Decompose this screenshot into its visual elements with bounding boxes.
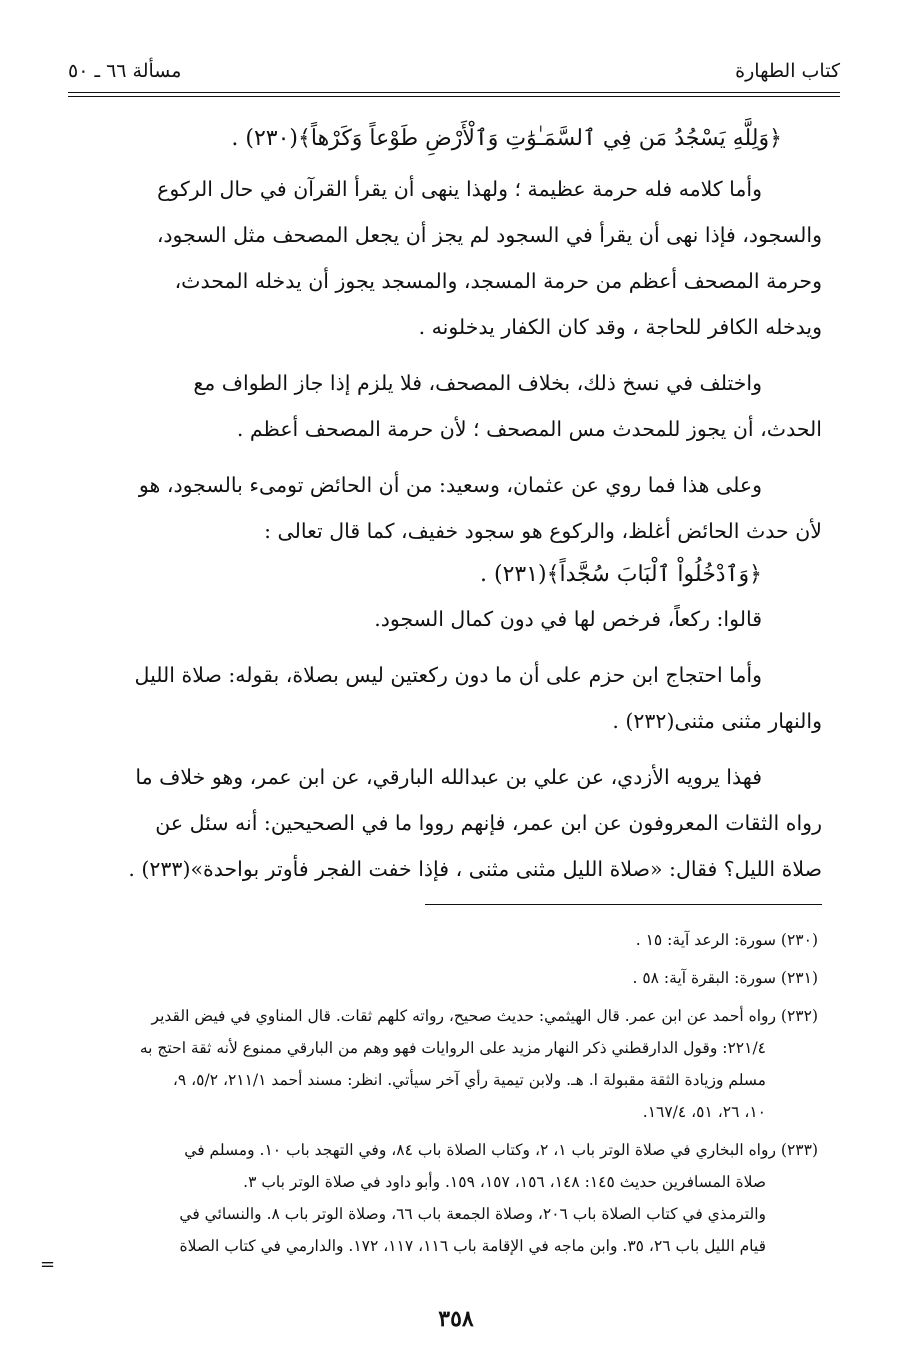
text-line: صلاة الليل؟ فقال: «صلاة الليل مثنى مثنى ، فإذا خفت الفجر فأوتر بواحدة»(٢٣٣) . <box>128 857 822 881</box>
quran-verse-230: ﴿وَلِلَّهِ يَسْجُدُ مَن فِي ٱلسَّمَـٰوَٰتِ وَٱلْأَرْضِ طَوْعاً وَكَرْهاً﴾(٢٣٠) . <box>231 126 782 151</box>
header-book-title: كتاب الطهارة <box>735 60 840 82</box>
footnote-230 <box>58 924 818 956</box>
running-header <box>68 48 840 92</box>
paragraph-5 <box>66 652 822 744</box>
text-line: رواه الثقات المعروفون عن ابن عمر، فإنهم رووا ما في الصحيحين: أنه سئل عن <box>155 811 822 835</box>
page-number: ٣٥٨ <box>438 1306 474 1332</box>
text-line: والسجود، فإذا نهى أن يقرأ في السجود لم يجز أن يجعل المصحف مثل السجود، <box>156 223 822 247</box>
footnote-232 <box>58 1000 818 1128</box>
footnote-line: (٢٣٣) رواه البخاري في صلاة الوتر باب ١، ٢، وكتاب الصلاة باب ٨٤، وفي التهجد باب ١٠. ومسلم في <box>184 1141 818 1159</box>
paragraph-2 <box>66 360 822 452</box>
text-line: وأما احتجاج ابن حزم على أن ما دون ركعتين ليس بصلاة، بقوله: صلاة الليل <box>134 663 762 687</box>
footnote-line: مسلم وزيادة الثقة مقبولة ا. هـ. ولابن تيمية رأي آخر سيأتي. انظر: مسند أحمد ٢١١/١، ٥/٢، ٩، <box>172 1071 766 1089</box>
text-line: وعلى هذا فما روي عن عثمان، وسعيد: من أن الحائض تومىء بالسجود، هو <box>138 473 762 497</box>
footnote-233 <box>58 1134 818 1262</box>
header-rule-bottom <box>68 96 840 97</box>
text-line: وحرمة المصحف أعظم من حرمة المسجد، والمسجد يجوز أن يدخله المحدث، <box>174 269 822 293</box>
paragraph-3 <box>66 462 822 554</box>
header-rule-top <box>68 92 840 93</box>
footnote-231 <box>58 962 818 994</box>
paragraph-1 <box>66 166 822 350</box>
text-line: فهذا يرويه الأزدي، عن علي بن عبدالله البارقي، عن ابن عمر، وهو خلاف ما <box>135 765 762 789</box>
text-line: والنهار مثنى مثنى(٢٣٢) . <box>612 709 822 733</box>
text-line: لأن حدث الحائض أغلظ، والركوع هو سجود خفيف، كما قال تعالى : <box>264 519 822 543</box>
header-issue-number: مسألة ٦٦ ـ ٥٠ <box>68 60 182 82</box>
footnote-line: ٢٢١/٤: وقول الدارقطني ذكر النهار مزيد على الروايات فهو وهم من البارقي ممنوع لأنه ثقة احتج به <box>139 1039 766 1057</box>
footnote-line: (٢٣١) سورة: البقرة آية: ٥٨ . <box>632 969 818 987</box>
footnote-line: (٢٣٢) رواه أحمد عن ابن عمر. قال الهيثمي: حديث صحيح، رواته كلهم ثقات. قال المناوي في فيض القدير <box>151 1007 818 1025</box>
footnote-line: صلاة المسافرين حديث ١٤٥: ١٤٨، ١٥٦، ١٥٧، ١٥٩. وأبو داود في صلاة الوتر باب ٣. <box>243 1173 766 1191</box>
main-text <box>66 118 822 902</box>
footnote-line: قيام الليل باب ٢٦، ٣٥. وابن ماجه في الإقامة باب ١١٦، ١١٧، ١٧٢. والدارمي في كتاب الصلاة <box>179 1237 766 1255</box>
footnote-line: (٢٣٠) سورة: الرعد آية: ١٥ . <box>635 931 818 949</box>
paragraph-6 <box>66 754 822 892</box>
text-line: قالوا: ركعاً، فرخص لها في دون كمال السجود. <box>374 607 762 631</box>
quran-verse-231: ﴿وَٱدْخُلُواْ ٱلْبَابَ سُجَّداً﴾(٢٣١) . <box>480 562 762 587</box>
text-line: وأما كلامه فله حرمة عظيمة ؛ ولهذا ينهى أن يقرأ القرآن في حال الركوع <box>157 177 762 201</box>
text-line: واختلف في نسخ ذلك، بخلاف المصحف، فلا يلزم إذا جاز الطواف مع <box>193 371 762 395</box>
text-line: الحدث، أن يجوز للمحدث مس المصحف ؛ لأن حرمة المصحف أعظم . <box>236 417 822 441</box>
footnote-separator <box>425 904 822 905</box>
footnote-line: والترمذي في كتاب الصلاة باب ٢٠٦، وصلاة الجمعة باب ٦٦، وصلاة الوتر باب ٨. والنسائي في <box>179 1205 766 1223</box>
continuation-mark: = <box>40 1254 56 1275</box>
text-line: ويدخله الكافر للحاجة ، وقد كان الكفار يدخلونه . <box>418 315 822 339</box>
footnote-line: ١٠، ٢٦، ٥١، ١٦٧/٤. <box>642 1103 766 1121</box>
footnotes <box>58 924 818 1268</box>
paragraph-4 <box>66 596 822 642</box>
